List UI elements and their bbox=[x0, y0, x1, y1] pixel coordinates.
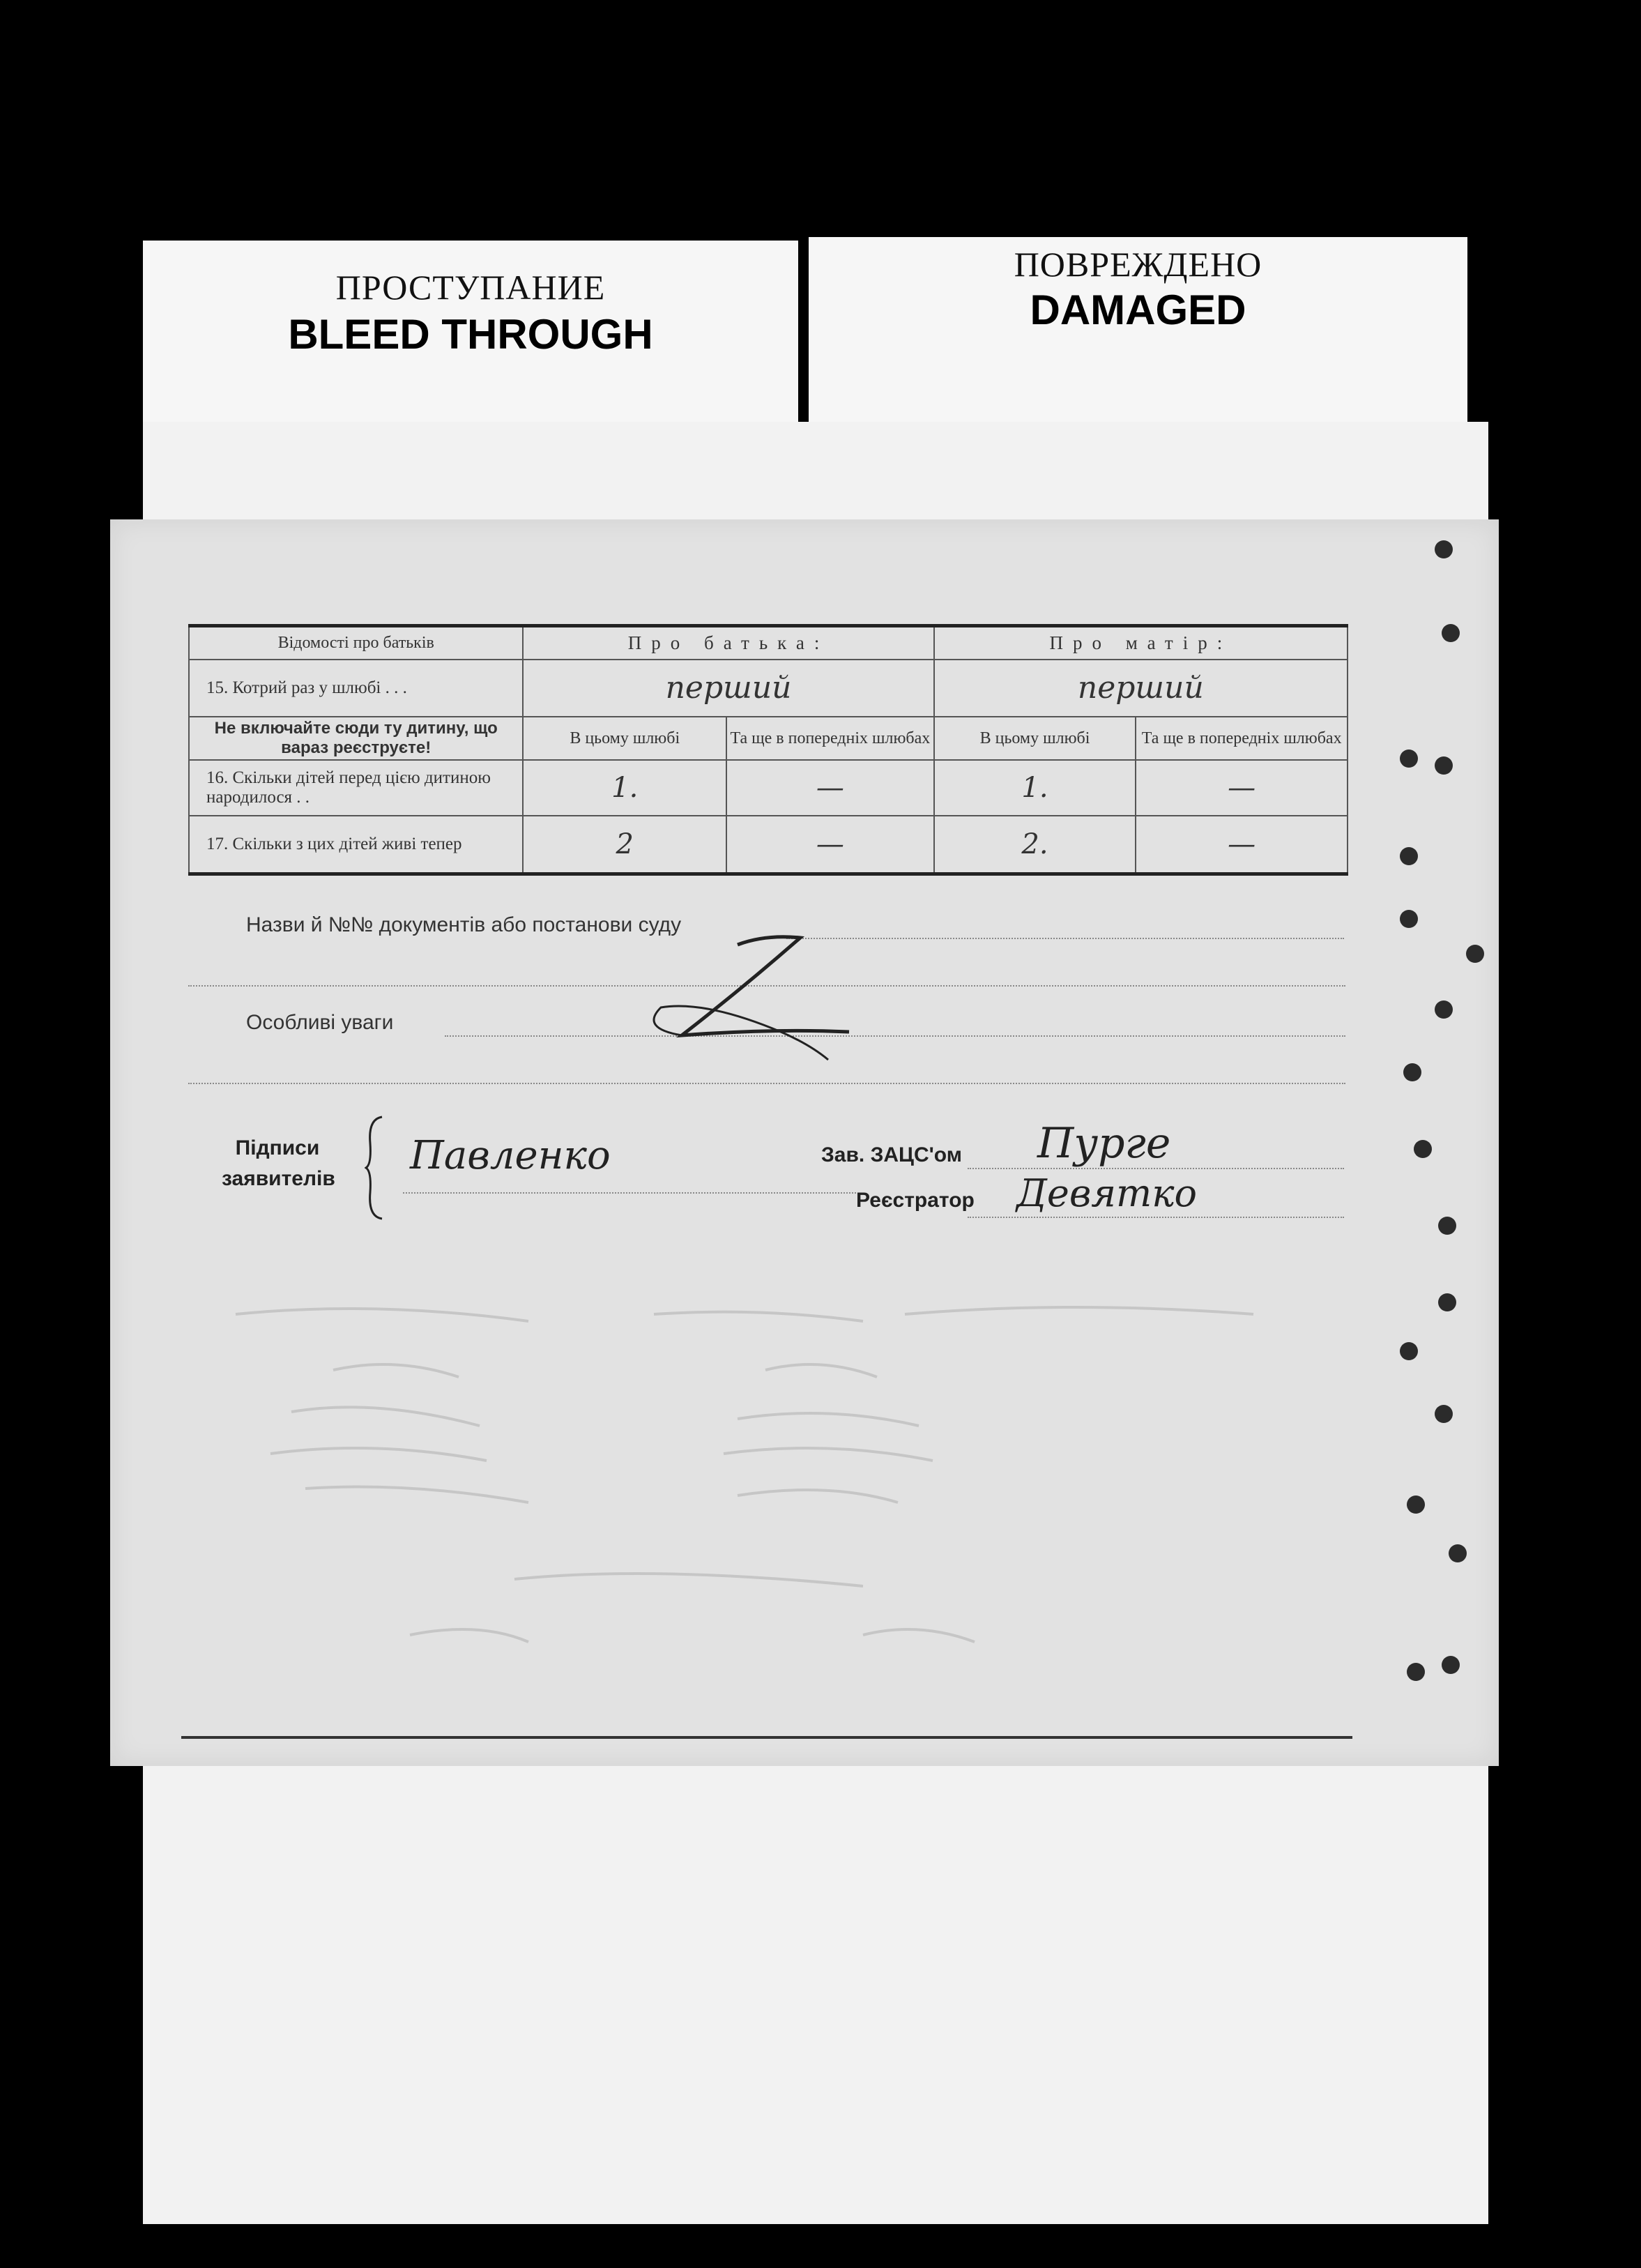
bleed-through-card bbox=[143, 241, 798, 429]
registrar-label: Реєстратор bbox=[856, 1189, 975, 1212]
row16-label: 16. Скільки дітей перед цією дитиною народилося . . bbox=[189, 760, 523, 816]
punch-hole bbox=[1449, 1544, 1467, 1562]
subheader-in-this-mother: В цьому шлюбі bbox=[934, 717, 1136, 760]
punch-hole bbox=[1400, 910, 1418, 928]
bottom-rule bbox=[181, 1736, 1352, 1739]
subheader-in-this-father: В цьому шлюбі bbox=[523, 717, 726, 760]
row16-mother-this: 1. bbox=[934, 760, 1136, 816]
head-signature: Пурге bbox=[1037, 1119, 1171, 1168]
punch-hole bbox=[1438, 1217, 1456, 1235]
punch-hole bbox=[1466, 945, 1484, 963]
punch-hole bbox=[1435, 540, 1453, 558]
signatures-label: Підписи заявителів bbox=[222, 1136, 335, 1190]
subheader-note: Не включайте сюди ту дитину, що вараз реєструєте! bbox=[189, 717, 523, 760]
punch-hole bbox=[1442, 1656, 1460, 1674]
row17-mother-this: 2. bbox=[934, 816, 1136, 874]
row15-mother: перший bbox=[934, 660, 1348, 717]
signature-brace bbox=[365, 1116, 386, 1220]
punch-hole bbox=[1407, 1495, 1425, 1514]
punch-hole bbox=[1435, 756, 1453, 775]
registration-document bbox=[110, 519, 1499, 1766]
row16-mother-prev: — bbox=[1136, 760, 1348, 816]
cancel-mark bbox=[598, 924, 961, 1077]
header-father: Про батька: bbox=[523, 626, 933, 660]
head-label: Зав. ЗАЦС'ом bbox=[821, 1143, 962, 1166]
punch-hole bbox=[1400, 847, 1418, 865]
header-mother: Про матір: bbox=[934, 626, 1348, 660]
damaged-en: DAMAGED bbox=[1030, 287, 1246, 333]
subheader-previous-mother: Та ще в попередніх шлюбах bbox=[1136, 717, 1348, 760]
punch-hole bbox=[1400, 749, 1418, 768]
documents-label: Назви й №№ документів або постанови суду bbox=[246, 913, 682, 936]
damaged-ru: ПОВРЕЖДЕНО bbox=[1014, 245, 1262, 284]
registrar-signature: Девятко bbox=[1016, 1171, 1198, 1215]
punch-hole bbox=[1403, 1063, 1421, 1081]
remarks-line-2 bbox=[188, 1083, 1345, 1084]
row16-father-prev: — bbox=[726, 760, 934, 816]
row17-label: 17. Скільки з цих дітей живі тепер bbox=[189, 816, 523, 874]
row15-father: перший bbox=[523, 660, 933, 717]
bleed-through-ru: ПРОСТУПАНИЕ bbox=[335, 268, 606, 307]
punch-hole bbox=[1400, 1342, 1418, 1360]
row17-father-this: 2 bbox=[523, 816, 726, 874]
punch-hole bbox=[1435, 1000, 1453, 1019]
punch-hole bbox=[1435, 1405, 1453, 1423]
punch-hole bbox=[1414, 1140, 1432, 1158]
bleed-through-marks bbox=[166, 1272, 1351, 1663]
subheader-previous-father: Та ще в попередніх шлюбах bbox=[726, 717, 934, 760]
punch-hole bbox=[1407, 1663, 1425, 1681]
damaged-card bbox=[809, 237, 1467, 429]
applicant-signature: Павленко bbox=[410, 1133, 611, 1178]
bleed-through-en: BLEED THROUGH bbox=[288, 311, 653, 358]
parents-table bbox=[188, 624, 1348, 876]
punch-hole bbox=[1438, 1293, 1456, 1311]
head-line bbox=[968, 1168, 1344, 1169]
registrar-line bbox=[968, 1217, 1344, 1218]
applicant-line bbox=[403, 1192, 856, 1194]
row17-mother-prev: — bbox=[1136, 816, 1348, 874]
header-col0: Відомості про батьків bbox=[189, 626, 523, 660]
row17-father-prev: — bbox=[726, 816, 934, 874]
row15-label: 15. Котрий раз у шлюбі . . . bbox=[189, 660, 523, 717]
row16-father-this: 1. bbox=[523, 760, 726, 816]
remarks-label: Особливі уваги bbox=[246, 1011, 394, 1034]
punch-hole bbox=[1442, 624, 1460, 642]
